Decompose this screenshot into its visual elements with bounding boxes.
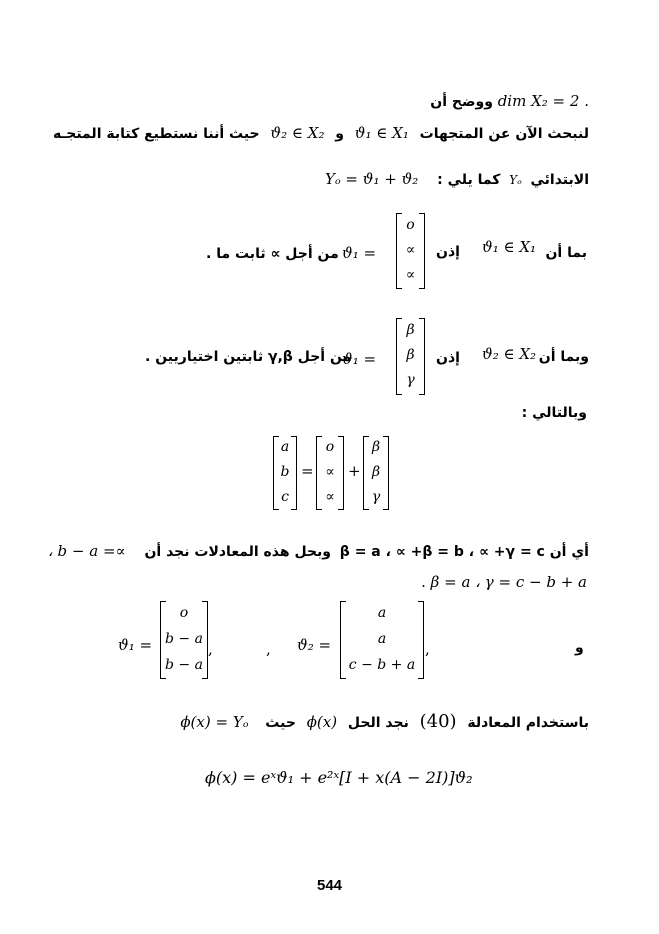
plus-sign: + [348, 462, 361, 480]
line9-comma-2: , [266, 640, 271, 658]
line9-comma-1: , [208, 640, 213, 658]
line10-e: حيث [265, 715, 296, 731]
m1-cell-2: ∝ [405, 267, 416, 283]
line2-d: ϑ₂ ∈ X₂ [270, 124, 325, 142]
line9-comma-3: , [425, 640, 430, 658]
matrix-beta-gamma [363, 436, 389, 510]
matrix-o-alpha [316, 436, 344, 510]
m3a-cell-0: a [280, 439, 290, 455]
line10-f: ϕ(x) = Yₒ [180, 713, 249, 731]
m3b-cell-2: ∝ [325, 489, 335, 505]
line7-b: وبحل هذه المعادلات نجد أن [144, 544, 332, 560]
m4-cell-0: o [179, 605, 189, 621]
final-solution: ϕ(x) = eˣϑ₁ + e²ˣ[I + x(A − 2I)]ϑ₂ [205, 768, 473, 787]
line4-a: بما أن [545, 245, 587, 261]
m2-cell-2: γ [406, 372, 415, 388]
line3-a: الابتدائي [530, 172, 589, 188]
equals-sign: = [301, 462, 314, 480]
line-initial-vector [325, 170, 589, 188]
m3a-cell-1: b [280, 464, 290, 480]
line5-d: ϑ₁ = [342, 350, 377, 368]
line-therefore: وبالتالي : [521, 405, 587, 421]
line5-a: وبما أن [538, 349, 589, 365]
m5-cell-0: a [377, 605, 387, 621]
line10-c: نجد الحل [347, 715, 409, 731]
line4-a-wrap [545, 243, 587, 261]
page-number: 544 [316, 877, 343, 894]
line5-b: ϑ₂ ∈ X₂ [482, 345, 537, 363]
matrix-theta1-beta [396, 318, 425, 395]
line-dim: ووضح أن dim X₂ = 2 . [430, 92, 589, 110]
line-using-equation [180, 711, 589, 732]
m4-cell-1: b − a [165, 631, 203, 647]
matrix-theta1-alpha [396, 213, 425, 289]
matrix-abc [273, 436, 297, 510]
line4-b: ϑ₁ ∈ X₁ [482, 238, 537, 256]
m3c-cell-1: β [371, 464, 381, 480]
line7-a: أي أن β = a ، ∝ +β = b ، ∝ +γ = c [339, 544, 589, 560]
m3c-cell-2: γ [371, 489, 381, 505]
line5-c: إذن [436, 350, 460, 366]
m3b-cell-0: o [325, 439, 335, 455]
line2-a: لنبحث الآن عن المتجهات [419, 126, 589, 142]
m2-cell-0: β [406, 322, 415, 338]
line9-and: و [575, 640, 584, 656]
line3-d: Yₒ = ϑ₁ + ϑ₂ [324, 170, 419, 188]
m3a-cell-2: c [281, 489, 289, 505]
line-search-vectors [53, 124, 589, 142]
line4-c: إذن [436, 244, 460, 260]
line-dim-text: ووضح أن [430, 94, 493, 110]
line7-c: ∝= b − a ، [47, 542, 126, 560]
line9-theta2: ϑ₂ = [297, 636, 332, 654]
m1-cell-1: ∝ [405, 242, 416, 258]
line3-b: Yₒ [509, 173, 522, 187]
m5-cell-2: c − b + a [348, 657, 416, 673]
m4-cell-2: b − a [165, 657, 203, 673]
matrix-theta1-result [160, 601, 208, 679]
m3c-cell-0: β [371, 439, 381, 455]
line-beta-gamma-values: β = a ، γ = c − b + a . [421, 573, 587, 591]
line-dim-math: dim X₂ = 2 [497, 92, 580, 110]
line4-e: من أجل ∝ ثابت ما . [206, 246, 339, 262]
line3-c: كما يلي : [437, 172, 501, 188]
line2-c: و [335, 126, 344, 142]
matrix-theta2-result [340, 601, 424, 679]
line2-e: حيث أننا نستطيع كتابة المتجـه [52, 126, 260, 142]
line-solve-equations [48, 542, 589, 560]
line10-d: ϕ(x) [306, 713, 338, 731]
line10-b: (40) [419, 711, 457, 732]
line4-d: ϑ₁ = [342, 244, 377, 262]
line2-b: ϑ₁ ∈ X₁ [354, 124, 409, 142]
m1-cell-0: o [406, 217, 415, 233]
m2-cell-1: β [406, 347, 415, 363]
m5-cell-1: a [377, 631, 387, 647]
line5-e: من أجل γ,β ثابتين اختياريين . [145, 349, 352, 365]
m3b-cell-1: ∝ [325, 464, 335, 480]
line10-a: باستخدام المعادلة [467, 715, 589, 731]
line9-theta1: ϑ₁ = [118, 636, 153, 654]
